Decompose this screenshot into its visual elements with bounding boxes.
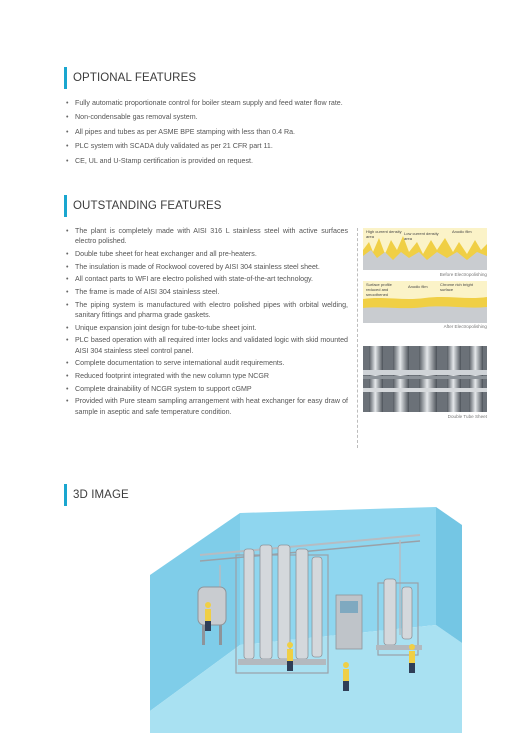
list-item: • All contact parts to WFI are electro polished with state-of-the-art technology.: [66, 274, 348, 284]
ep-label: Anodic film: [408, 284, 428, 289]
list-item: • Fully automatic proportionate control for boiler steam supply and feed water flow rate.: [66, 98, 366, 108]
list-item: • Double tube sheet for heat exchanger and all pre-heaters.: [66, 249, 348, 259]
list-item: • PLC system with SCADA duly validated as per 21 CFR part 11.: [66, 141, 366, 151]
double-tube-sheet-image: [363, 346, 487, 412]
list-item: • The frame is made of AISI 304 stainless steel.: [66, 287, 348, 297]
list-item: • Complete drainability of NCGR system to support cGMP: [66, 384, 348, 394]
ep-label: Surface profile reduced and smoothened: [366, 282, 392, 297]
ep-label: Low current density area: [404, 231, 439, 241]
heading-accent-bar: [64, 484, 67, 506]
list-item: • Complete documentation to serve international audit requirements.: [66, 358, 348, 368]
list-item: • Provided with Pure steam sampling arrangement with heat exchanger for easy draw of sample in aseptic and safe temperature condition.: [66, 396, 348, 417]
ep-label: Chrome rich bright surface: [440, 282, 473, 292]
outstanding-features-list: [66, 226, 348, 419]
after-electropolishing-caption: After Electropolishing: [443, 324, 487, 329]
double-tube-sheet-caption: Double Tube Sheet: [447, 414, 487, 419]
list-item: • Non-condensable gas removal system.: [66, 112, 366, 122]
optional-features-list: [66, 98, 366, 170]
list-item: • The insulation is made of Rockwool covered by AISI 304 stainless steel sheet.: [66, 262, 348, 272]
heading-accent-bar: [64, 195, 67, 217]
3d-image-title: 3D IMAGE: [73, 489, 129, 501]
list-item: • PLC based operation with all required inter locks and validated logic with skid mounted AISI 304 stainless steel control panel.: [66, 335, 348, 356]
list-item: • Reduced footprint integrated with the new column type NCGR: [66, 371, 348, 381]
heading-accent-bar: [64, 67, 67, 89]
outstanding-features-heading: [64, 195, 222, 217]
list-item: • All pipes and tubes as per ASME BPE stamping with less than 0.4 Ra.: [66, 127, 366, 137]
plant-3d-illustration: [150, 495, 462, 733]
ep-label: High current density area: [366, 229, 402, 239]
outstanding-features-title: OUTSTANDING FEATURES: [73, 200, 222, 212]
list-item: • CE, UL and U-Stamp certification is provided on request.: [66, 156, 366, 166]
before-electropolishing-caption: Before Electropolishing: [439, 272, 487, 277]
list-item: • The plant is completely made with AISI 316 L stainless steel with active surfaces electro polished.: [66, 226, 348, 247]
optional-features-title: OPTIONAL FEATURES: [73, 72, 197, 84]
list-item: • The piping system is manufactured with electro polished pipes with orbital welding, sanitary fittings and pharma grade gaskets.: [66, 300, 348, 321]
dashed-divider: [357, 228, 358, 448]
ep-label: Anodic film: [452, 229, 472, 234]
optional-features-heading: [64, 67, 196, 89]
list-item: • Unique expansion joint design for tube-to-tube sheet joint.: [66, 323, 348, 333]
3d-image-heading: [64, 484, 129, 506]
